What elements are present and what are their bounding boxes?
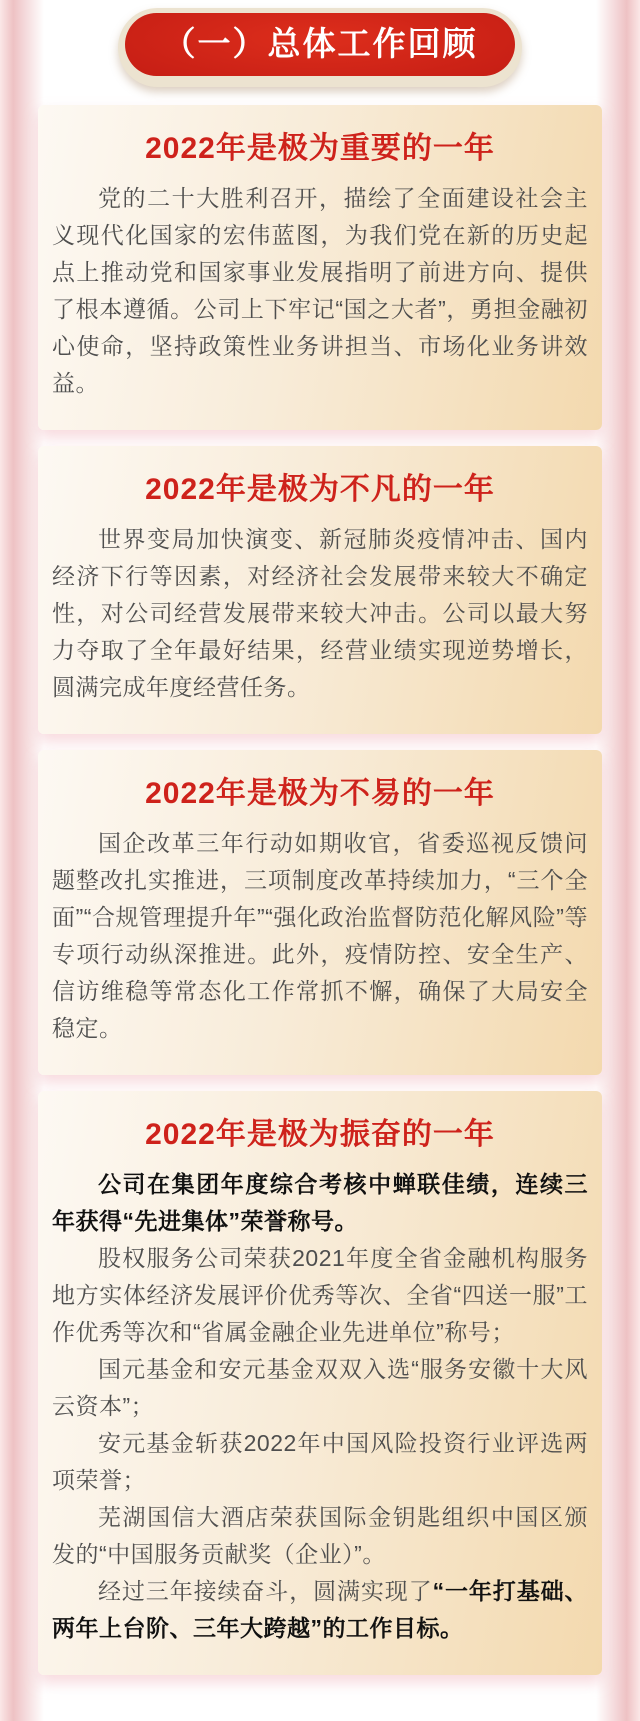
card-paragraph: 芜湖国信大酒店荣获国际金钥匙组织中国区颁发的“中国服务贡献奖（企业）”。: [52, 1504, 588, 1568]
card-inspiring-year: [38, 1091, 602, 1675]
card-paragraph: 安元基金斩获2022年中国风险投资行业评选两项荣誉；: [52, 1430, 588, 1494]
card-paragraph: 股权服务公司荣获2021年度全省金融机构服务地方实体经济发展评价优秀等次、全省“四送一服”工作优秀等次和“省属金融企业先进单位”称号；: [52, 1245, 588, 1346]
card-extraordinary-year: [38, 446, 602, 734]
card-paragraph: 世界变局加快演变、新冠肺炎疫情冲击、国内经济下行等因素，对经济社会发展带来较大不确定性，对公司经营发展带来较大冲击。公司以最大努力夺取了全年最好结果，经营业绩实现逆势增长，圆满完成年度经营任务。: [52, 526, 588, 701]
card-paragraph: 国元基金和安元基金双双入选“服务安徽十大风云资本”；: [52, 1356, 588, 1420]
section-banner-row: [0, 0, 640, 87]
card-important-year: [38, 105, 602, 430]
card-lead-paragraph-bold: 公司在集团年度综合考核中蝉联佳绩，连续三年获得“先进集体”荣誉称号。: [52, 1171, 588, 1235]
section-banner-title: （一）总体工作回顾: [125, 13, 515, 76]
card-title: 2022年是极为不易的一年: [145, 777, 495, 811]
cards-column: [0, 87, 640, 1675]
card-title: 2022年是极为振奋的一年: [145, 1118, 495, 1152]
card-difficult-year: [38, 750, 602, 1075]
closing-normal-text: 经过三年接续奋斗，圆满实现了: [98, 1578, 433, 1605]
card-paragraph: 国企改革三年行动如期收官，省委巡视反馈问题整改扎实推进，三项制度改革持续加力，“三个全面”“合规管理提升年”“强化政治监督防范化解风险”等专项行动纵深推进。此外，疫情防控、安全生产、信访维稳等常态化工作常抓不懈，确保了大局安全稳定。: [52, 830, 588, 1042]
card-closing-paragraph: [52, 1573, 588, 1647]
section-banner-ring: [118, 8, 522, 87]
card-title: 2022年是极为重要的一年: [145, 132, 495, 166]
card-paragraph: 党的二十大胜利召开，描绘了全面建设社会主义现代化国家的宏伟蓝图，为我们党在新的历史起点上推动党和国家事业发展指明了前进方向、提供了根本遵循。公司上下牢记“国之大者”，勇担金融初心使命，坚持政策性业务讲担当、市场化业务讲效益。: [52, 185, 588, 397]
card-title: 2022年是极为不凡的一年: [145, 473, 495, 507]
closing-bold-text: “一年打基础、两年上台阶、三年大跨越”的工作目标。: [52, 1578, 589, 1642]
